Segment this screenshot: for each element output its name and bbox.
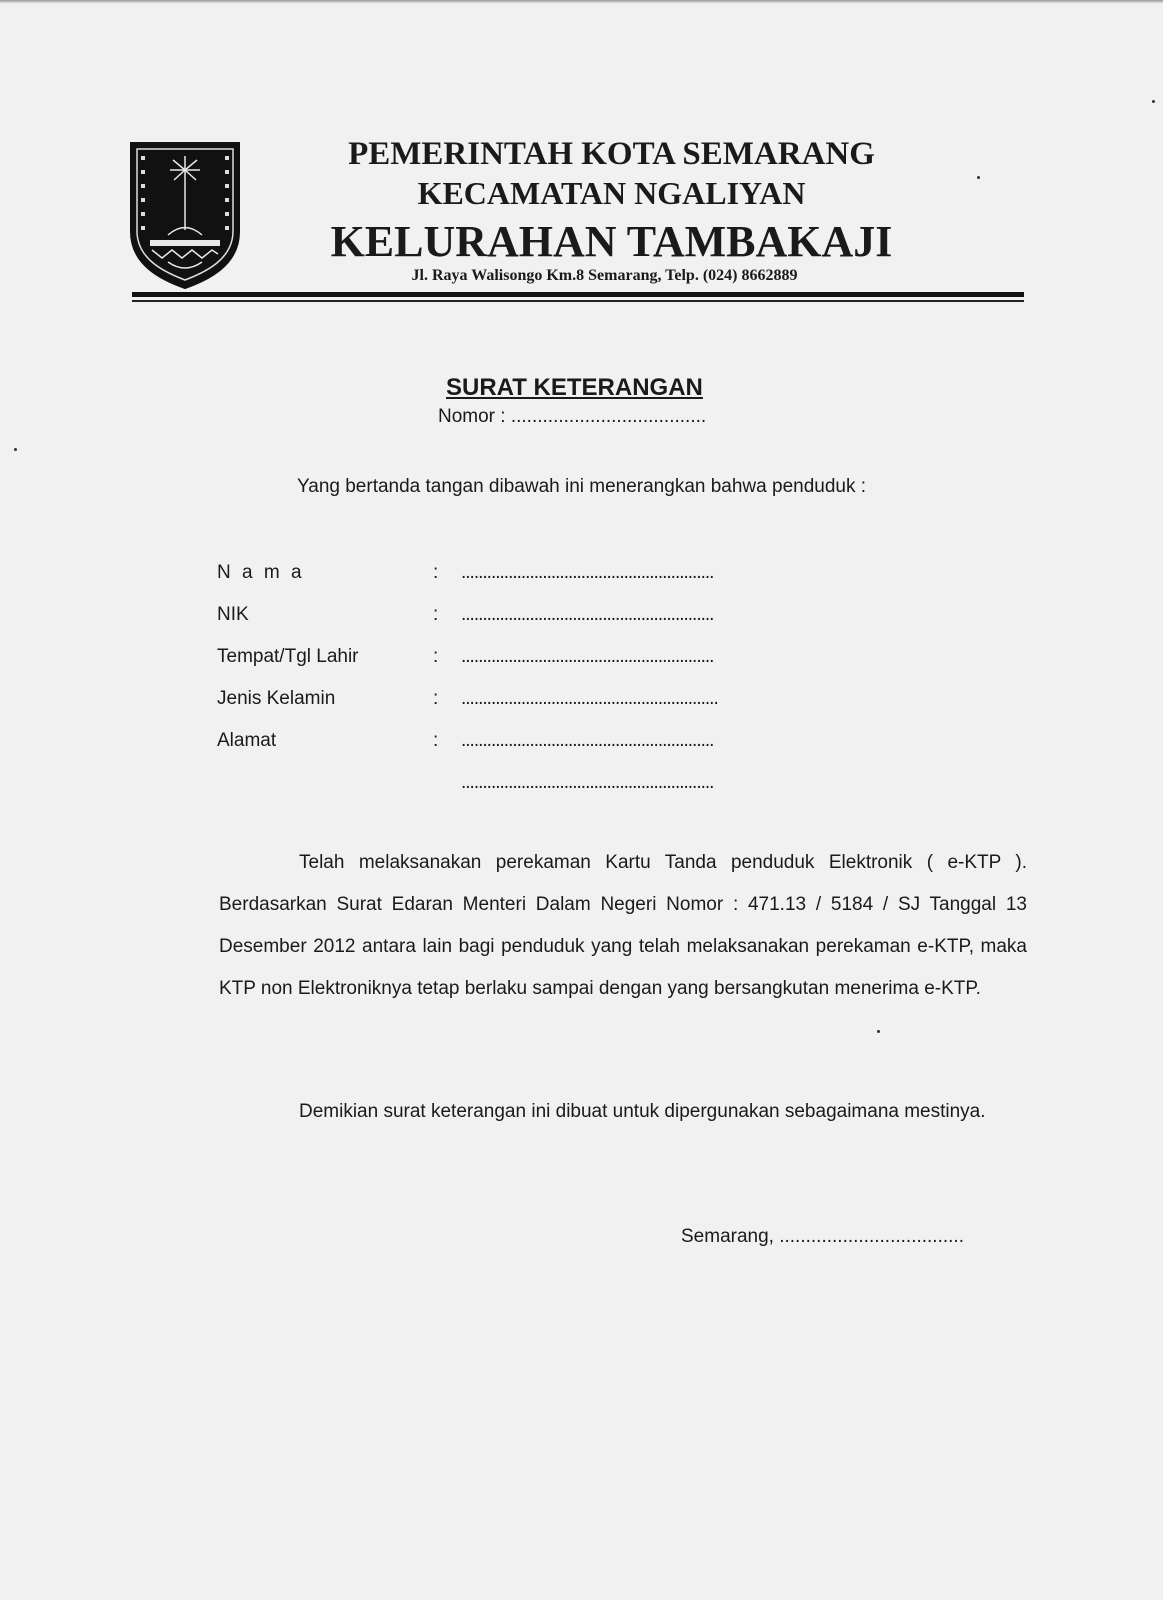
scan-speck bbox=[977, 176, 980, 179]
body-paragraph-1: Telah melaksanakan perekaman Kartu Tanda penduduk Elektronik ( e-KTP ). Berdasarkan Surat Edaran Menteri Dalam Negeri Nomor : 471.13 / 5184 / SJ Tanggal 13 Desember 2012 antara lain bagi penduduk yang telah melaksanakan perekaman e-KTP, maka KTP non Elektroniknya tetap berlaku sampai dengan yang bersangkutan menerima e-KTP. bbox=[219, 852, 1027, 999]
field-value-alamat: ........................................................... bbox=[461, 730, 714, 751]
field-label-jenis-kelamin: Jenis Kelamin bbox=[217, 688, 336, 709]
field-value-alamat-line-2: ........................................................... bbox=[461, 772, 714, 793]
field-colon: : bbox=[433, 646, 439, 667]
body-paragraph-2: Demikian surat keterangan ini dibuat untuk dipergunakan sebagaimana mestinya. bbox=[299, 1101, 986, 1122]
field-label-alamat: Alamat bbox=[217, 730, 277, 751]
scan-speck bbox=[14, 448, 17, 451]
letterhead-address: Jl. Raya Walisongo Km.8 Semarang, Telp. (024) 8662889 bbox=[411, 267, 798, 284]
field-value-nama: ........................................................... bbox=[461, 562, 714, 583]
field-label-tempat-tgl-lahir: Tempat/Tgl Lahir bbox=[217, 646, 359, 667]
letterhead-rule-thick bbox=[132, 292, 1024, 297]
field-colon: : bbox=[433, 562, 439, 583]
letterhead-line-1: PEMERINTAH KOTA SEMARANG bbox=[348, 136, 875, 172]
field-label-nik: NIK bbox=[217, 604, 249, 625]
letterhead-rule-thin bbox=[132, 300, 1024, 302]
field-colon: : bbox=[433, 604, 439, 625]
letterhead-line-2: KECAMATAN NGALIYAN bbox=[417, 175, 806, 211]
intro-text: Yang bertanda tangan dibawah ini menerangkan bahwa penduduk : bbox=[297, 476, 867, 497]
field-value-tempat-tgl-lahir: ........................................................... bbox=[461, 646, 714, 667]
document-number: Nomor : ..................................... bbox=[438, 406, 707, 427]
letterhead-line-3: KELURAHAN TAMBAKAJI bbox=[330, 217, 893, 266]
scan-speck bbox=[877, 1030, 880, 1033]
document-title: SURAT KETERANGAN bbox=[446, 374, 703, 401]
field-colon: : bbox=[433, 688, 439, 709]
place-date: Semarang, ................................... bbox=[681, 1226, 964, 1247]
field-label-nama: N a m a bbox=[217, 562, 305, 583]
field-value-nik: ........................................................... bbox=[461, 604, 714, 625]
scan-speck bbox=[1152, 100, 1155, 103]
scan-top-edge bbox=[0, 0, 1163, 3]
field-colon: : bbox=[433, 730, 439, 751]
field-value-jenis-kelamin: ............................................................ bbox=[461, 688, 718, 709]
